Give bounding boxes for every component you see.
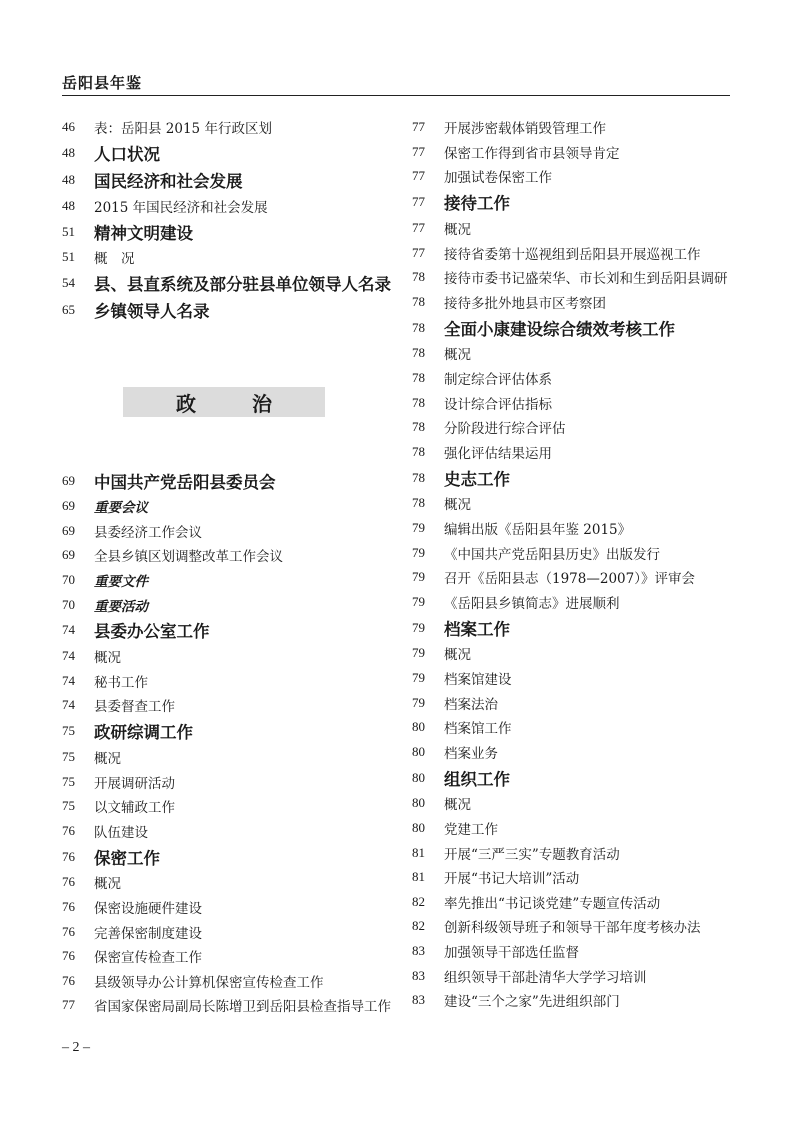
toc-page-number: 48 [62,172,75,188]
toc-entry [62,993,391,1018]
toc-entry [62,944,382,969]
toc-page-number: 76 [62,948,75,964]
toc-entry-title: 《中国共产党岳阳县历史》出版发行 [444,546,660,563]
toc-entry-title: 加强领导干部选任监督 [444,944,579,961]
toc-page-number: 78 [412,319,425,335]
toc-page-number: 78 [412,293,425,309]
toc-entry [412,865,742,890]
toc-entry-title: 档案业务 [444,745,498,762]
toc-entry-title: 档案馆建设 [444,671,512,688]
toc-entry-title: 接待多批外地县市区考察团 [444,295,606,312]
toc-left-column [62,115,391,324]
toc-entry-title: 保密设施硬件建设 [94,901,202,918]
toc-entry-title: 档案法治 [444,696,498,713]
toc-entry-title: 制定综合评估体系 [444,372,552,389]
toc-page-number: 79 [412,669,425,685]
toc-page-number: 70 [62,596,75,612]
toc-page-number: 78 [412,394,425,410]
toc-entry [62,543,382,568]
toc-entry [412,914,742,939]
toc-entry-title: 概况 [444,797,471,814]
toc-page-number: 76 [62,874,75,890]
toc-heading-entry [62,270,391,297]
toc-entry-title: 队伍建设 [94,824,148,841]
toc-entry [412,491,742,516]
toc-entry-title: 重要活动 [94,598,148,615]
toc-entry [412,540,742,565]
toc-heading-entry [62,218,382,245]
toc-entry-title: 设计综合评估指标 [444,396,552,413]
toc-entry-title: 《岳阳县乡镇简志》进展顺利 [444,595,620,612]
toc-page-number: 48 [62,145,75,161]
toc-entry-title: 开展“三严三实”专题教育活动 [444,846,620,863]
toc-entry-title: 保密宣传检查工作 [94,950,202,967]
toc-page-number: 80 [412,769,425,785]
toc-entry [412,164,742,189]
toc-entry-title: 全面小康建设综合绩效考核工作 [444,319,675,339]
toc-page-number: 81 [412,844,425,860]
toc-page-number: 74 [62,672,75,688]
toc-entry-title: 接待省委第十巡视组到岳阳县开展巡视工作 [444,246,701,263]
toc-right-column [412,115,742,1012]
toc-entry [412,739,742,764]
toc-page-number: 79 [412,520,425,536]
toc-entry [412,341,742,366]
toc-entry-title: 概况 [444,497,471,514]
toc-list-left-top [62,115,391,324]
toc-entry [62,568,382,593]
toc-entry-title: 全县乡镇区划调整改革工作会议 [94,549,283,566]
toc-page-number: 83 [412,942,425,958]
toc-page-number: 81 [412,869,425,885]
toc-page-number: 80 [412,743,425,759]
toc-entry [412,140,742,165]
toc-page-number: 77 [412,143,425,159]
toc-entry-title: 创新科级领导班子和领导干部年度考核办法 [444,920,701,937]
toc-entry-title: 史志工作 [444,469,510,489]
toc-heading-entry [412,614,742,641]
toc-entry [62,115,382,140]
toc-page-number: 78 [412,370,425,386]
toc-page-number: 69 [62,472,75,488]
toc-page-number: 77 [412,194,425,210]
toc-entry-title: 组织领导干部赴清华大学学习培训 [444,969,647,986]
toc-heading-entry [412,764,742,791]
toc-entry-title: 完善保密制度建设 [94,925,202,942]
toc-page-number: 83 [412,967,425,983]
toc-entry-title: 概况 [94,650,121,667]
toc-entry-title: 以文辅政工作 [94,800,175,817]
toc-entry [412,715,742,740]
toc-entry [62,769,382,794]
toc-entry [412,590,742,615]
toc-entry-title: 人口状况 [94,145,160,165]
toc-entry-title: 开展涉密载体销毁管理工作 [444,121,606,138]
toc-page-number: 82 [412,893,425,909]
toc-entry-title: 加强试卷保密工作 [444,170,552,187]
toc-heading-entry [412,314,742,341]
toc-page-number: 70 [62,572,75,588]
toc-entry-title: 组织工作 [444,769,510,789]
toc-entry-title: 省国家保密局副局长陈增卫到岳阳县检查指导工作 [94,999,391,1016]
toc-page-number: 79 [412,569,425,585]
toc-entry-title: 编辑出版《岳阳县年鉴 2015》 [444,522,632,539]
toc-page-number: 76 [62,972,75,988]
toc-page-number: 51 [62,249,75,265]
toc-page-number: 79 [412,619,425,635]
toc-entry-title: 县、县直系统及部分驻县单位领导人名录 [94,275,391,295]
toc-entry-title: 开展“书记大培训”活动 [444,871,580,888]
toc-page-number: 74 [62,697,75,713]
toc-entry [412,988,742,1013]
toc-page-number: 48 [62,197,75,213]
toc-entry-title: 县委办公室工作 [94,622,210,642]
toc-page-number: 75 [62,723,75,739]
toc-page-number: 74 [62,648,75,664]
toc-page-number: 69 [62,547,75,563]
toc-entry-title: 接待市委书记盛荣华、市长刘和生到岳阳县调研 [444,271,728,288]
running-header: 岳阳县年鉴 [62,74,143,92]
section-heading: 政 治 [123,387,325,417]
toc-entry [412,366,742,391]
toc-entry-title: 精神文明建设 [94,223,193,243]
toc-entry-title: 率先推出“书记谈党建”专题宣传活动 [444,895,661,912]
toc-list-left-bottom [62,467,391,1018]
toc-entry-title: 开展调研活动 [94,775,175,792]
toc-entry [412,240,742,265]
toc-heading-entry [62,167,382,194]
toc-page-number: 79 [412,645,425,661]
toc-entry [62,919,382,944]
toc-page-number: 77 [412,119,425,135]
toc-entry-title: 国民经济和社会发展 [94,172,243,192]
toc-page-number: 78 [412,345,425,361]
toc-entry-title: 概况 [444,647,471,664]
toc-page-number: 83 [412,992,425,1008]
toc-heading-entry [62,718,382,745]
toc-page-number: 80 [412,795,425,811]
toc-entry-title: 县委督查工作 [94,699,175,716]
toc-entry-title: 政研综调工作 [94,723,193,743]
toc-page-number: 75 [62,798,75,814]
toc-entry [412,415,742,440]
toc-entry-title: 县委经济工作会议 [94,524,202,541]
toc-entry [412,440,742,465]
toc-page-number: 46 [62,119,75,135]
toc-page-number: 75 [62,749,75,765]
toc-entry [412,390,742,415]
toc-page-number: 82 [412,918,425,934]
page-number: – 2 – [62,1040,90,1055]
toc-page-number: 74 [62,622,75,638]
toc-page-number: 77 [412,244,425,260]
toc-page-number: 65 [62,302,75,318]
toc-page-number: 76 [62,899,75,915]
toc-page-number: 54 [62,275,75,291]
toc-entry [412,816,742,841]
toc-entry-title: 强化评估结果运用 [444,445,552,462]
toc-entry-title: 接待工作 [444,194,510,214]
toc-page-number: 78 [412,269,425,285]
toc-page-number: 76 [62,822,75,838]
toc-entry [412,791,742,816]
toc-page-number: 78 [412,443,425,459]
toc-list-right [412,115,742,1012]
toc-page-number: 76 [62,923,75,939]
toc-heading-entry [62,140,382,167]
toc-entry [62,895,382,920]
toc-heading-entry [412,464,742,491]
toc-page-number: 75 [62,773,75,789]
toc-entry-title: 概况 [94,751,121,768]
toc-entry-title: 概 况 [94,251,135,268]
toc-entry-title: 乡镇领导人名录 [94,302,210,322]
toc-entry-title: 2015 年国民经济和社会发展 [94,199,268,216]
toc-entry [62,693,382,718]
toc-entry-title: 重要会议 [94,500,148,517]
toc-entry [62,644,382,669]
toc-entry-title: 档案工作 [444,619,510,639]
toc-page-number: 77 [412,168,425,184]
toc-entry [62,669,382,694]
toc-heading-entry [62,843,382,870]
toc-entry [62,592,382,617]
toc-entry [412,516,742,541]
toc-entry-title: 中国共产党岳阳县委员会 [94,472,276,492]
toc-page-number: 78 [412,469,425,485]
toc-entry [62,494,382,519]
toc-entry [412,690,742,715]
toc-entry-title: 概况 [94,876,121,893]
toc-entry-title: 保密工作得到省市县领导肯定 [444,145,620,162]
toc-entry-title: 县级领导办公计算机保密宣传检查工作 [94,974,324,991]
toc-entry [62,194,382,219]
toc-entry-title: 建设“三个之家”先进组织部门 [444,994,620,1011]
toc-entry-title: 概况 [444,347,471,364]
toc-entry [412,939,742,964]
toc-entry-title: 表：岳阳县 2015 年行政区划 [94,121,272,138]
toc-heading-entry [62,467,382,494]
toc-page-number: 76 [62,848,75,864]
toc-entry [412,889,742,914]
toc-entry [62,794,382,819]
toc-entry-title: 党建工作 [444,821,498,838]
toc-page-number: 80 [412,719,425,735]
toc-entry [62,745,382,770]
toc-entry-title: 秘书工作 [94,674,148,691]
toc-entry [412,216,742,241]
toc-page-number: 51 [62,223,75,239]
toc-page-number: 79 [412,544,425,560]
toc-entry [412,290,742,315]
toc-entry [412,666,742,691]
toc-page-number: 77 [412,220,425,236]
toc-entry [62,519,382,544]
toc-entry [412,840,742,865]
toc-left-column-lower [62,467,391,1018]
toc-entry [412,115,742,140]
toc-page-number: 79 [412,593,425,609]
toc-entry [412,963,742,988]
toc-entry-title: 分阶段进行综合评估 [444,421,566,438]
toc-entry-title: 召开《岳阳县志（1978—2007）》评审会 [444,571,695,588]
toc-entry [62,870,382,895]
toc-entry [62,245,382,270]
toc-page-number: 69 [62,498,75,514]
toc-entry [412,265,742,290]
toc-page-number: 78 [412,419,425,435]
toc-entry [412,565,742,590]
toc-heading-entry [62,617,382,644]
toc-entry [412,641,742,666]
toc-entry-title: 档案馆工作 [444,721,512,738]
toc-entry [62,969,382,994]
toc-entry-title: 重要文件 [94,574,148,591]
toc-heading-entry [62,297,382,324]
toc-entry-title: 概况 [444,222,471,239]
toc-heading-entry [412,189,742,216]
toc-page-number: 80 [412,819,425,835]
toc-page-number: 79 [412,694,425,710]
toc-entry [62,819,382,844]
toc-page-number: 69 [62,522,75,538]
toc-page-number: 78 [412,495,425,511]
header-rule [62,95,730,96]
toc-page-number: 77 [62,997,75,1013]
toc-entry-title: 保密工作 [94,848,160,868]
